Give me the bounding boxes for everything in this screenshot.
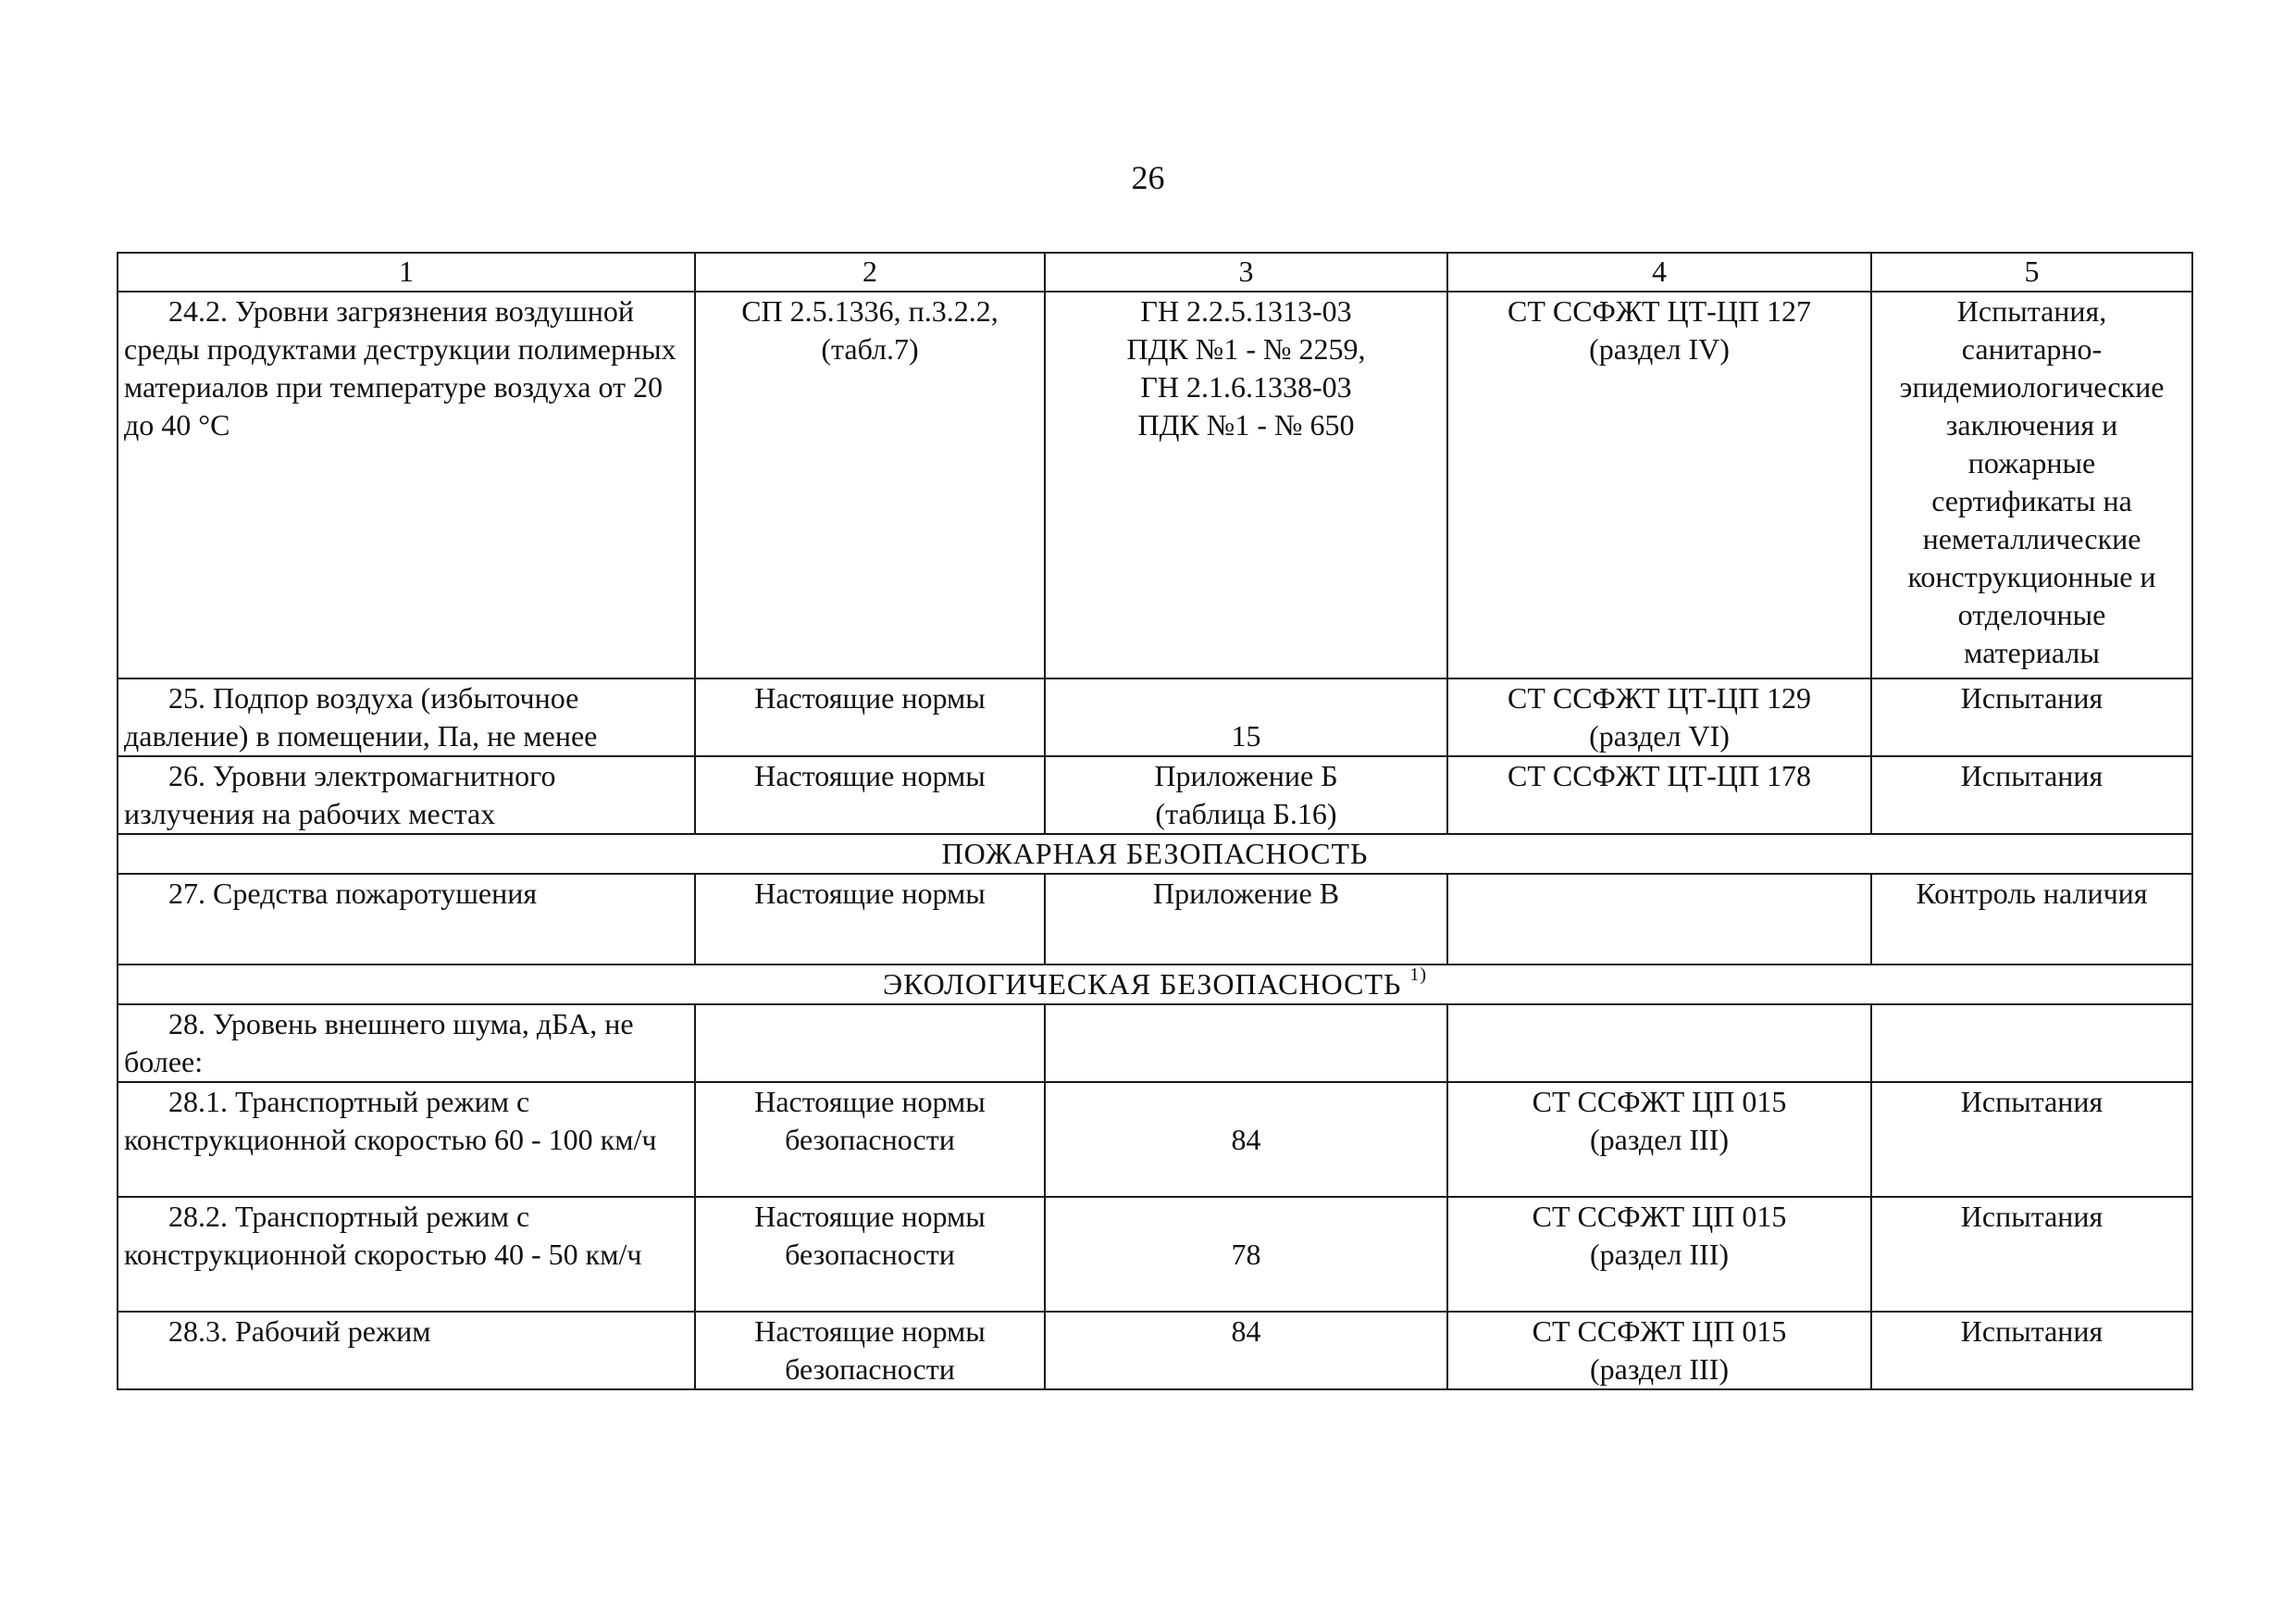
- footnote-marker: 1): [1409, 965, 1428, 985]
- indicator-cell: 25. Подпор воздуха (избыточное давление) в помещении, Па, не менее: [118, 678, 695, 756]
- indicator-cell: 28.1. Транспортный режим с конструкционной скоростью 60 - 100 км/ч: [118, 1082, 695, 1197]
- indicator-cell: 24.2. Уровни загрязнения воздушной среды продуктами деструкции полимерных материалов при температуре воздуха от 20 до 40 °С: [118, 292, 695, 678]
- column-number-4: 4: [1447, 253, 1871, 292]
- norm-value-cell: Приложение Б (таблица Б.16): [1045, 756, 1447, 834]
- normative-document-cell: Настоящие нормы: [695, 678, 1045, 756]
- test-method-cell: [1447, 1004, 1871, 1082]
- page-number: 26: [1131, 159, 1165, 196]
- column-number-3: 3: [1045, 253, 1447, 292]
- indicator-cell: 26. Уровни электромагнитного излучения на рабочих местах: [118, 756, 695, 834]
- section-heading-row-eco: [118, 965, 2192, 1004]
- test-method-cell: СТ ССФЖТ ЦП 015 (раздел III): [1447, 1082, 1871, 1197]
- table-row-24-2: [118, 292, 2192, 678]
- indicator-cell: 27. Средства пожаротушения: [118, 874, 695, 965]
- norm-value-cell: 84: [1045, 1312, 1447, 1389]
- norm-value-cell: 15: [1045, 678, 1447, 756]
- confirmation-form-cell: Испытания: [1871, 756, 2192, 834]
- norm-value-cell: [1045, 1004, 1447, 1082]
- normative-document-cell: Настоящие нормы безопасности: [695, 1197, 1045, 1312]
- section-heading-fire-safety: ПОЖАРНАЯ БЕЗОПАСНОСТЬ: [118, 834, 2192, 874]
- table-row-27: [118, 874, 2192, 965]
- test-method-cell: СТ ССФЖТ ЦТ-ЦП 129 (раздел VI): [1447, 678, 1871, 756]
- table-row-28: [118, 1004, 2192, 1082]
- test-method-cell: СТ ССФЖТ ЦП 015 (раздел III): [1447, 1312, 1871, 1389]
- confirmation-form-cell: Испытания: [1871, 1312, 2192, 1389]
- normative-document-cell: Настоящие нормы безопасности: [695, 1082, 1045, 1197]
- confirmation-form-cell: Испытания: [1871, 678, 2192, 756]
- test-method-cell: СТ ССФЖТ ЦТ-ЦП 127 (раздел IV): [1447, 292, 1871, 678]
- table-header-row: [118, 253, 2192, 292]
- confirmation-form-cell: [1871, 1004, 2192, 1082]
- normative-document-cell: Настоящие нормы безопасности: [695, 1312, 1045, 1389]
- indicator-cell: 28.2. Транспортный режим с конструкционной скоростью 40 - 50 км/ч: [118, 1197, 695, 1312]
- column-number-2: 2: [695, 253, 1045, 292]
- table-row-28-2: [118, 1197, 2192, 1312]
- confirmation-form-cell: Испытания: [1871, 1197, 2192, 1312]
- norm-value-cell: 84: [1045, 1082, 1447, 1197]
- section-heading-text: ЭКОЛОГИЧЕСКАЯ БЕЗОПАСНОСТЬ: [882, 967, 1402, 1001]
- norm-value-cell: ГН 2.2.5.1313-03 ПДК №1 - № 2259, ГН 2.1.6.1338-03 ПДК №1 - № 650: [1045, 292, 1447, 678]
- test-method-cell: СТ ССФЖТ ЦТ-ЦП 178: [1447, 756, 1871, 834]
- section-heading-ecological-safety: [118, 965, 2192, 1004]
- normative-document-cell: Настоящие нормы: [695, 874, 1045, 965]
- column-number-1: 1: [118, 253, 695, 292]
- table-row-28-1: [118, 1082, 2192, 1197]
- column-number-5: 5: [1871, 253, 2192, 292]
- test-method-cell: [1447, 874, 1871, 965]
- indicator-cell: 28.3. Рабочий режим: [118, 1312, 695, 1389]
- indicator-cell: 28. Уровень внешнего шума, дБА, не более:: [118, 1004, 695, 1082]
- norm-value-cell: Приложение В: [1045, 874, 1447, 965]
- confirmation-form-cell: Испытания, санитарно- эпидемиологические заключения и пожарные сертификаты на неметаллические конструкционные и отделочные материалы: [1871, 292, 2192, 678]
- section-heading-row-fire: [118, 834, 2192, 874]
- normative-document-cell: СП 2.5.1336, п.3.2.2, (табл.7): [695, 292, 1045, 678]
- normative-document-cell: Настоящие нормы: [695, 756, 1045, 834]
- table-row-28-3: [118, 1312, 2192, 1389]
- confirmation-form-cell: Контроль наличия: [1871, 874, 2192, 965]
- table-row-26: [118, 756, 2192, 834]
- test-method-cell: СТ ССФЖТ ЦП 015 (раздел III): [1447, 1197, 1871, 1312]
- normative-document-cell: [695, 1004, 1045, 1082]
- table-row-25: [118, 678, 2192, 756]
- confirmation-form-cell: Испытания: [1871, 1082, 2192, 1197]
- norms-table: [117, 252, 2193, 1390]
- norm-value-cell: 78: [1045, 1197, 1447, 1312]
